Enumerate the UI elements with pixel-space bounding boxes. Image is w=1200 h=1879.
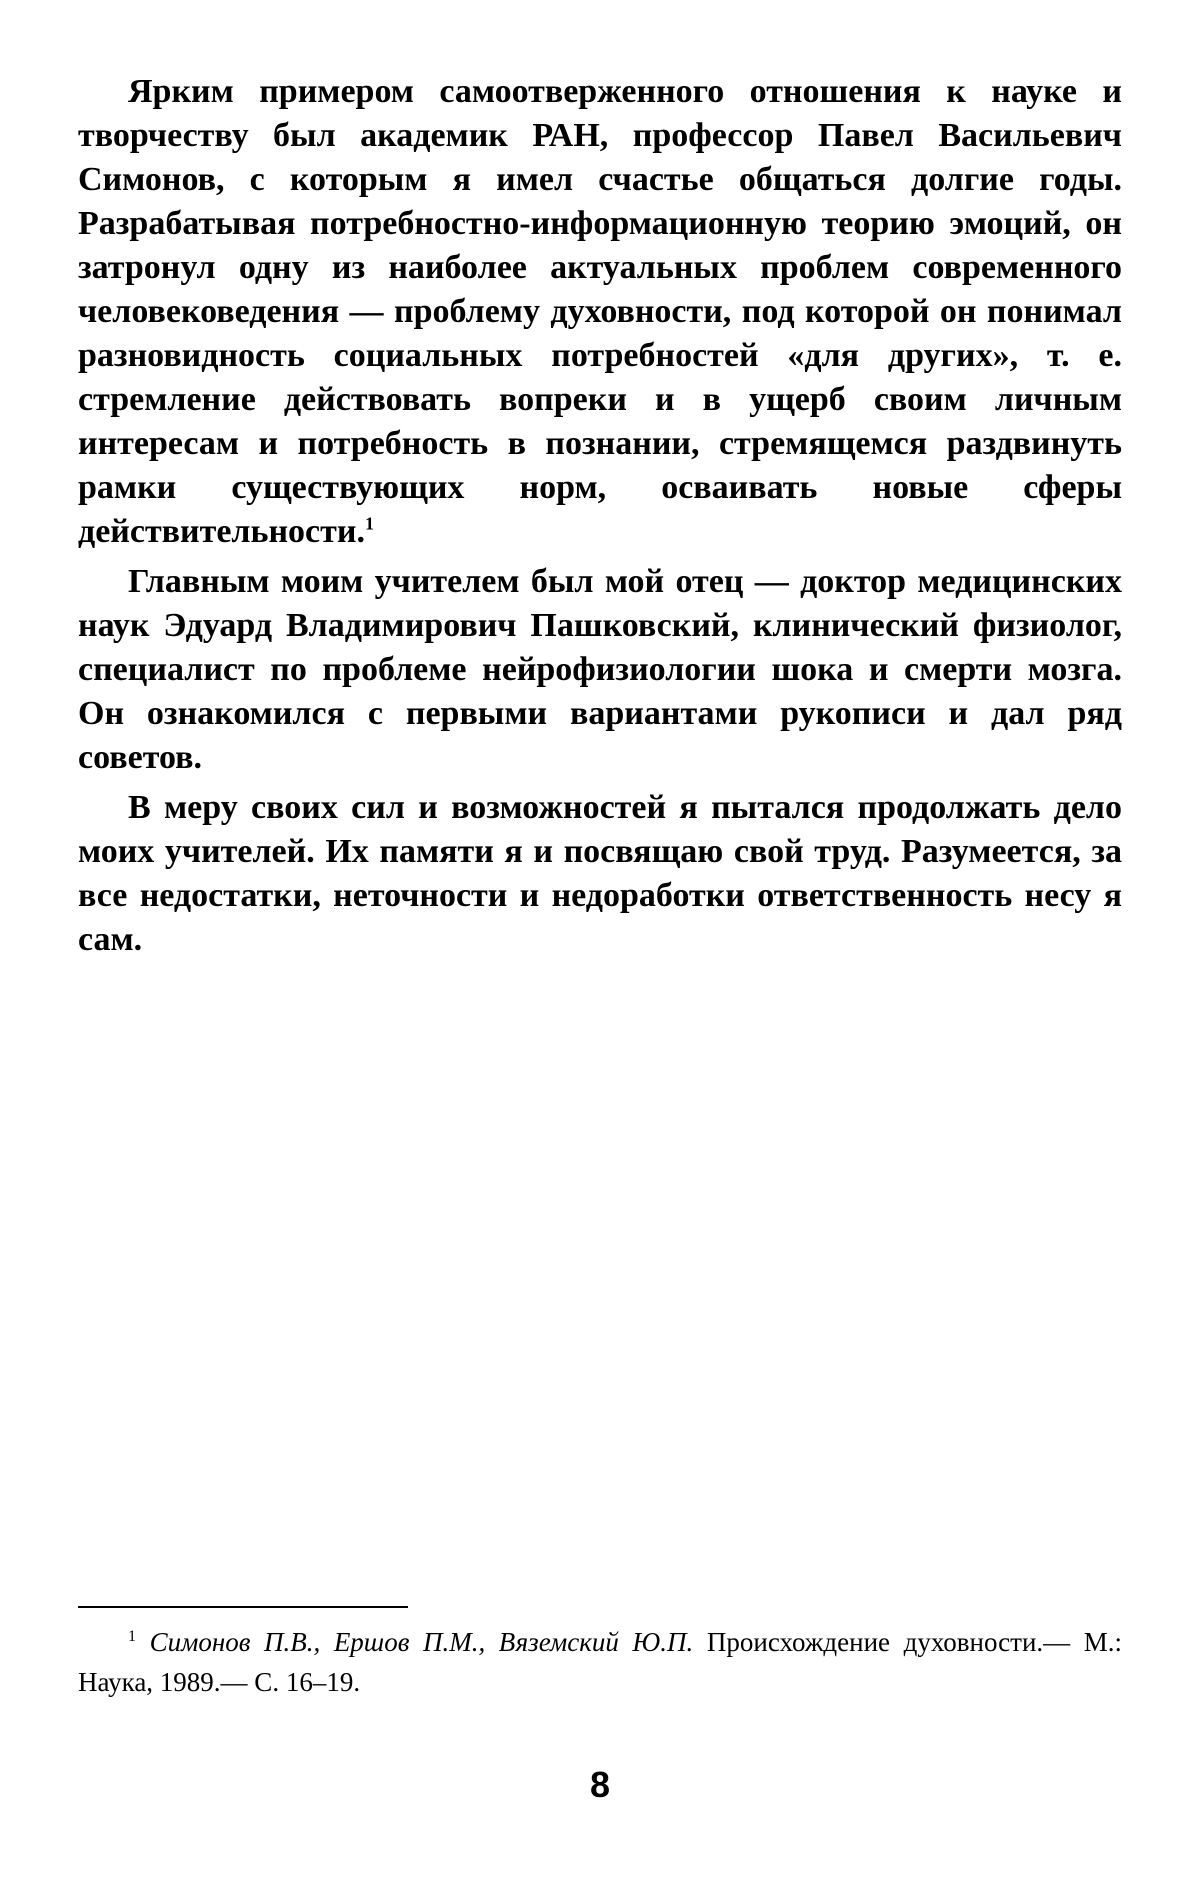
footnote-divider: [78, 1606, 408, 1608]
paragraph-2: [78, 560, 1122, 780]
paragraph-1: [78, 70, 1122, 554]
page-number: 8: [589, 1764, 611, 1805]
footnote-reference[interactable]: 1: [364, 513, 374, 534]
paragraph-3-text: В меру своих сил и возможностей я пытался продолжать дело моих учителей. Их памяти я и посвящаю свой труд. Разумеется, за все недостатки, неточности и недоработки ответственность несу я сам.: [78, 789, 1122, 958]
footnote: [78, 1622, 1122, 1702]
footnote-citation: Происхождение духовности.— М.: Наука, 1989.— С. 16–19.: [78, 1627, 1122, 1697]
main-text: [78, 70, 1122, 962]
paragraph-3: [78, 786, 1122, 962]
paragraph-2-text: Главным моим учителем был мой отец — доктор медицинских наук Эдуард Владимирович Пашковский, клинический физиолог, специалист по проблеме нейрофизиологии шока и смерти мозга. Он ознакомился с первыми вариантами рукописи и дал ряд советов.: [78, 563, 1122, 776]
footnote-mark: 1: [128, 1628, 136, 1645]
footnote-authors: Симонов П.В., Ершов П.М., Вяземский Ю.П.: [149, 1627, 694, 1657]
paragraph-1-text: Ярким примером самоотверженного отношения к науке и творчеству был академик РАН, профессор Павел Васильевич Симонов, с которым я имел счастье общаться долгие годы. Разрабатывая потребностно-информационную теорию эмоций, он затронул одну из наиболее актуальных проблем современного человековедения — проблему духовности, под которой он понимал разновидность социальных потребностей «для других», т. е. стремление действовать вопреки и в ущерб своим личным интересам и потребность в познании, стремящемся раздвинуть рамки существующих норм, осваивать новые сферы действительности.: [78, 73, 1122, 550]
